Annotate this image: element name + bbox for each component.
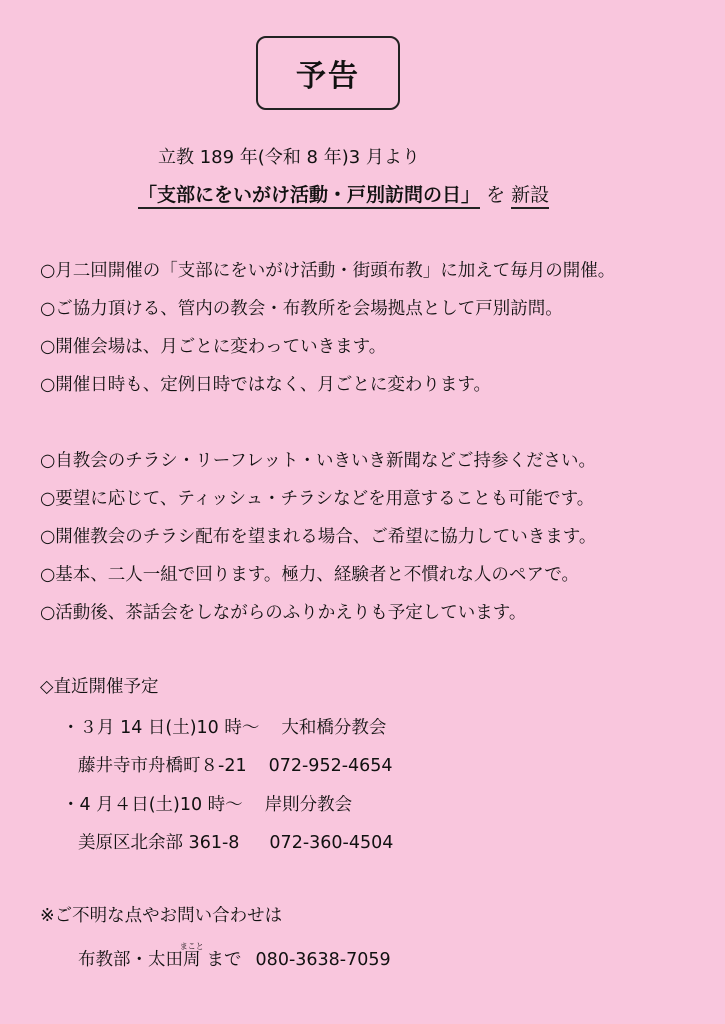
headline-open-quote: 「: [138, 184, 158, 206]
notice-headline: [138, 180, 549, 207]
event-1-address: 藤井寺市舟橋町８-21: [78, 756, 247, 776]
event-1-contact: [78, 752, 393, 777]
schedule-heading: ◇直近開催予定: [40, 677, 159, 697]
headline-close-quote: 」: [461, 184, 481, 206]
event-2-phone: 072-360-4504: [269, 833, 394, 853]
headline-new: 新設: [511, 184, 549, 209]
event-2-venue: 岸則分教会: [264, 795, 353, 815]
event-1-when: ・３月 14 日(土)10 時～: [62, 718, 260, 738]
list-item: ○開催教会のチラシ配布を望まれる場合、ご希望に協力していきます。: [40, 527, 597, 547]
contact-suffix: まで: [206, 950, 242, 970]
headline-particle: を: [486, 184, 506, 206]
event-2-line: [62, 791, 352, 816]
headline-main: [138, 184, 480, 209]
event-2-address: 美原区北余部 361-8: [78, 833, 240, 853]
notice-subtitle: 立教 189 年(令和 8 年)3 月より: [158, 147, 420, 168]
notice-title-box: [256, 36, 400, 110]
event-1-phone: 072-952-4654: [268, 756, 393, 776]
list-item: ○月二回開催の「支部にをいがけ活動・街頭布教」に加えて毎月の開催。: [40, 261, 616, 281]
contact-prefix: 布教部・太田: [78, 950, 183, 970]
contact-line: [78, 942, 391, 971]
headline-text: 支部にをいがけ活動・戸別訪問の日: [157, 184, 462, 206]
contact-heading: ※ご不明な点やお問い合わせは: [40, 906, 283, 926]
event-2-contact: [78, 829, 393, 854]
list-item: ○ご協力頂ける、管内の教会・布教所を会場拠点として戸別訪問。: [40, 299, 563, 319]
details-list: [40, 442, 596, 632]
list-item: ○開催会場は、月ごとに変わっていきます。: [40, 337, 387, 357]
event-1-venue: 大和橋分教会: [281, 718, 387, 738]
list-item: ○自教会のチラシ・リーフレット・いきいき新聞などご持参ください。: [40, 451, 597, 471]
contact-name-ruby: まこと: [179, 942, 204, 951]
event-1-line: [62, 714, 386, 739]
list-item: ○活動後、茶話会をしながらのふりかえりも予定しています。: [40, 603, 527, 623]
notice-title: 予告: [296, 59, 360, 94]
event-2-when: ・4 月４日(土)10 時～: [62, 795, 243, 815]
list-item: ○基本、二人一組で回ります。極力、経験者と不慣れな人のペアで。: [40, 565, 580, 585]
contact-name-kanji: 周: [179, 950, 204, 970]
contact-phone: 080-3638-7059: [255, 950, 391, 970]
list-item: ○開催日時も、定例日時ではなく、月ごとに変わります。: [40, 375, 492, 395]
contact-name: [179, 942, 204, 970]
overview-list: [40, 252, 615, 404]
list-item: ○要望に応じて、ティッシュ・チラシなどを用意することも可能です。: [40, 489, 595, 509]
